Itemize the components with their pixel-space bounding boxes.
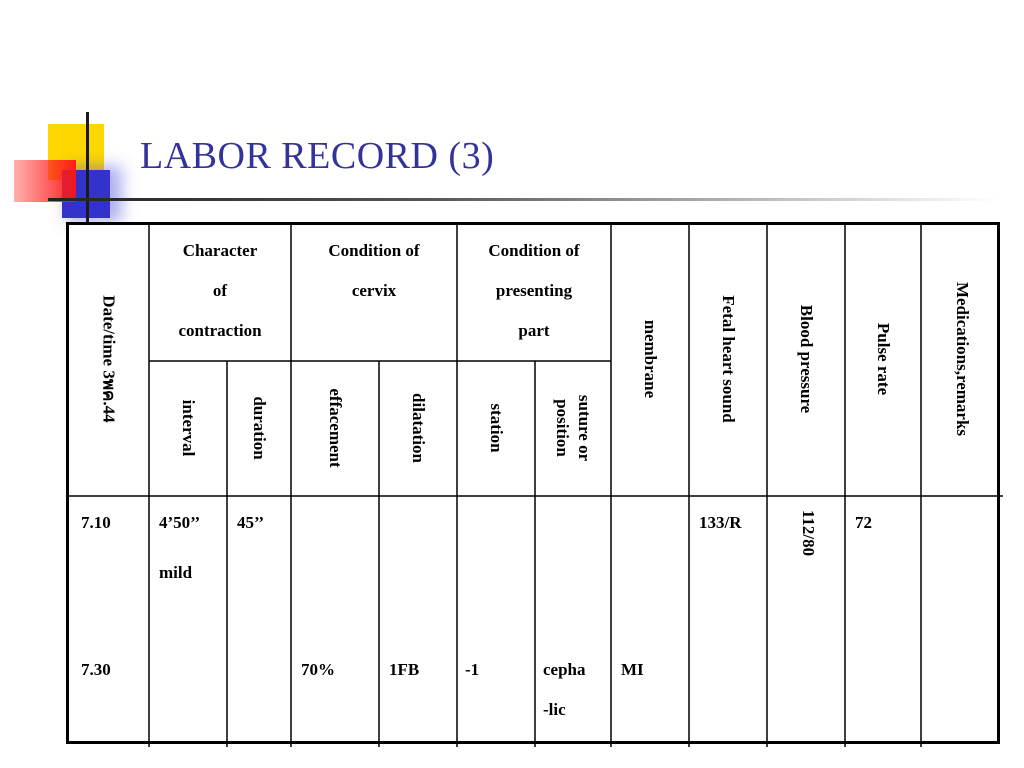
header-duration: duration (250, 396, 269, 460)
slide-title: LABOR RECORD (3) (140, 135, 495, 177)
header-pulse-rate: Pulse rate (874, 322, 893, 396)
row1-blood-pressure: 112/80 (799, 509, 818, 557)
row1-time: 7.10 (81, 513, 111, 532)
row1-duration: 45’’ (237, 513, 265, 532)
header-suture-or-position: suture or position (553, 394, 594, 462)
title-underline (48, 198, 1000, 201)
header-condition-of-presenting-part: Condition of presenting part (488, 241, 580, 340)
header-medications-remarks: Medications,remarks (953, 281, 972, 437)
header-membrane: membrane (641, 319, 660, 399)
row1-interval: 4’50’’ mild (159, 513, 201, 582)
row1-pulse-rate: 72 (855, 513, 872, 532)
row2-suture-or-position: cepha -lic (543, 660, 586, 719)
row2-membrane: MI (621, 660, 644, 679)
header-condition-of-cervix: Condition of cervix (328, 241, 420, 300)
row2-effacement: 70% (301, 660, 335, 679)
header-fetal-heart-sound: Fetal heart sound (719, 295, 738, 423)
header-datetime: Date/time 3พค.44 (99, 295, 119, 423)
decor-vertical-line (86, 112, 89, 226)
header-dilatation: dilatation (409, 393, 428, 463)
labor-record-table (66, 222, 1000, 744)
row2-time: 7.30 (81, 660, 111, 679)
row1-fetal-heart-sound: 133/R (699, 513, 742, 532)
header-station: station (487, 403, 506, 453)
header-effacement: effacement (326, 388, 345, 468)
row2-dilatation: 1FB (389, 660, 420, 679)
decor-red-bar (14, 160, 76, 202)
header-character-of-contraction: Character of contraction (178, 241, 262, 340)
header-blood-pressure: Blood pressure (797, 304, 816, 414)
row2-station: -1 (465, 660, 480, 679)
header-interval: interval (179, 399, 198, 457)
